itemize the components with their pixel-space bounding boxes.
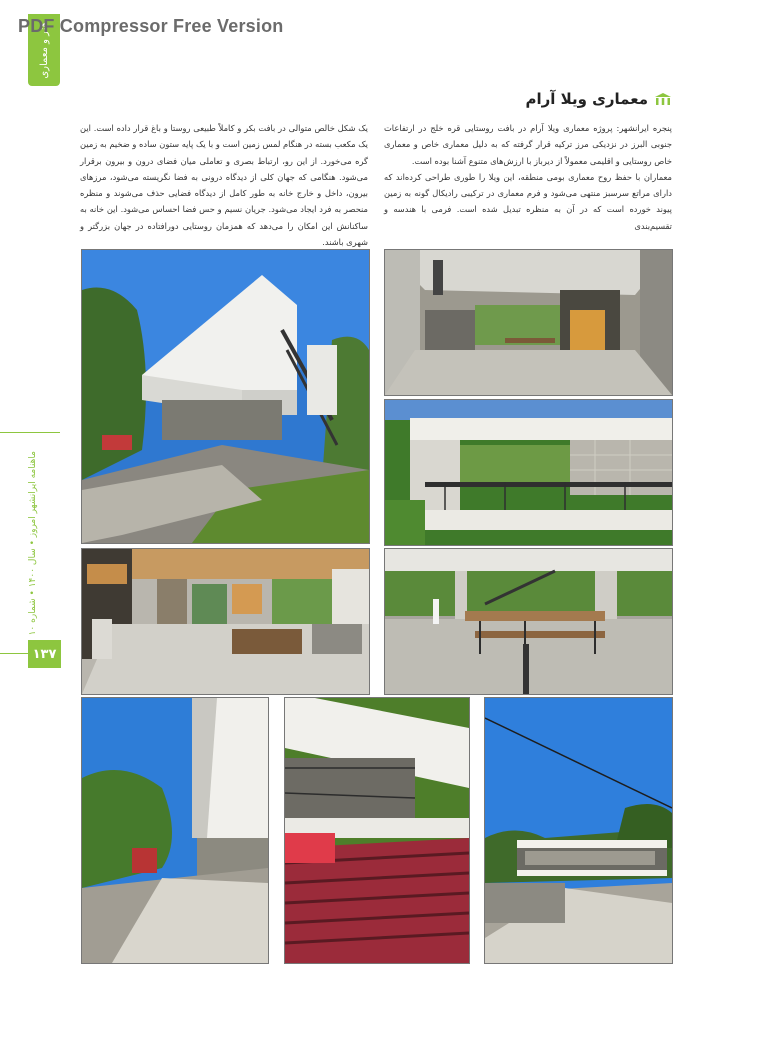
photo-underside-red: [284, 697, 470, 964]
paragraph: معماران با حفظ روح معماری بومی منطقه، این ویلا را طوری طراحی کرده‌اند که دارای مراتع سرسبز منتهی می‌شود و فرم معماری در ترکیبی رادیکال گونه به زمین پیوند خورده است که در آن به منظره تبدیل شده است. فرمی با هندسه و تقسیم‌بندی: [384, 171, 672, 231]
journal-info: [22, 438, 44, 648]
columns-icon: [654, 92, 672, 106]
watermark: PDF Compressor Free Version: [18, 16, 284, 36]
page-number: ۱۳۷: [28, 640, 61, 668]
text-column-left: [80, 120, 368, 250]
section-label: هنر و معماری: [38, 21, 50, 79]
photo-exterior-slope: [81, 249, 370, 544]
photo-covered-terrace: [384, 249, 673, 396]
photo-terrace-dining: [384, 548, 673, 695]
photo-facade-balcony: [384, 399, 673, 546]
photo-interior-living: [81, 548, 370, 695]
article-header: [525, 90, 672, 108]
paragraph: پنجره ایرانشهر: پروژه معماری ویلا آرام در بافت روستایی قره خلج در ارتفاعات جنوبی البرز در نزدیکی مرز ترکیه قرار گرفته که به دلیل معماری خاص و معماری خاص روستایی و اقلیمی معمولاً از دیرباز با ارزش‌های متنوع آشنا بوده است.: [384, 123, 672, 166]
photo-house-landscape: [484, 697, 673, 964]
paragraph: یک شکل خالص متوالی در بافت بکر و کاملاً طبیعی روستا و باغ قرار داده است. این یک مکعب بسته در هنگام لمس زمین است و با یک پایه ستون ساده و ضخیم به زمین گره می‌خورد. از این رو، ارتباط بصری و تعاملی میان فضای درون و بیرون برقرار می‌شود. هنگامی که جهان کلی از دیدگاه درونی به فضا نگریسته می‌شود، مرزهای بیرون، داخل و خارج خانه به طور کامل از دیدگاه فضایی حذف می‌شوند و منظره منحصر به فرد ایجاد می‌شود. جریان نسیم و حس فضا احساس می‌شود. این خانه به ساکنانش این امکان را می‌دهد که همزمان روستایی دورافتاده در جهان بزرگتر و شهری باشند.: [80, 123, 368, 248]
photo-exterior-corner: [81, 697, 269, 964]
side-rule-top: [0, 432, 60, 433]
text-column-right: [384, 120, 672, 234]
journal-line: ماهنامه ایرانشهر امروز • سال ۱۴۰۰ • شماره ۱۰: [28, 450, 38, 636]
article-title: معماری ویلا آرام: [525, 90, 648, 108]
